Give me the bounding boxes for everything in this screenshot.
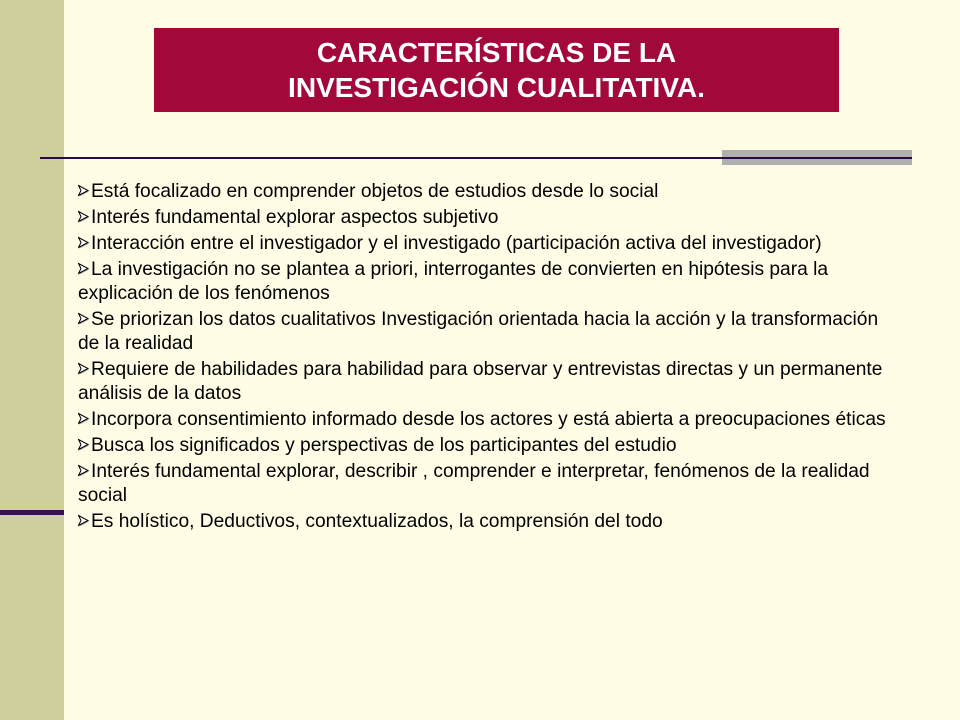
arrow-bullet-icon	[78, 236, 90, 250]
bullet-text: Es holístico, Deductivos, contextualizados, la comprensión del todo	[91, 511, 663, 532]
bullet-item	[78, 460, 898, 508]
arrow-bullet-icon	[78, 438, 90, 452]
page-title	[288, 35, 705, 105]
arrow-bullet-icon	[78, 412, 90, 426]
title-box	[154, 28, 839, 112]
bullet-item	[78, 408, 898, 432]
bullet-item	[78, 258, 898, 306]
bullet-list	[78, 180, 898, 536]
arrow-bullet-icon	[78, 464, 90, 478]
title-line-1: CARACTERÍSTICAS DE LA	[316, 37, 677, 68]
side-bar	[0, 0, 64, 720]
bullet-text: Interés fundamental explorar aspectos subjetivo	[91, 207, 499, 228]
bullet-item	[78, 180, 898, 204]
bullet-text: Se priorizan los datos cualitativos Investigación orientada hacia la acción y la transformación de la realidad	[78, 309, 879, 354]
bullet-text: Interés fundamental explorar, describir , comprender e interpretar, fenómenos de la realidad social	[78, 461, 870, 506]
divider-line-overlay	[722, 157, 912, 159]
bullet-text: Requiere de habilidades para habilidad para observar y entrevistas directas y un permanente análisis de la datos	[78, 359, 883, 404]
arrow-bullet-icon	[78, 362, 90, 376]
bullet-item	[78, 358, 898, 406]
bullet-text: Busca los significados y perspectivas de los participantes del estudio	[91, 435, 677, 456]
bullet-item	[78, 510, 898, 534]
bullet-text: Interacción entre el investigador y el investigado (participación activa del investigador)	[91, 233, 822, 254]
title-line-2: INVESTIGACIÓN CUALITATIVA.	[288, 72, 705, 103]
arrow-bullet-icon	[78, 262, 90, 276]
arrow-bullet-icon	[78, 210, 90, 224]
bullet-item	[78, 434, 898, 458]
bullet-item	[78, 308, 898, 356]
bullet-item	[78, 206, 898, 230]
side-accent-line	[0, 510, 64, 515]
arrow-bullet-icon	[78, 514, 90, 528]
arrow-bullet-icon	[78, 184, 90, 198]
arrow-bullet-icon	[78, 312, 90, 326]
bullet-item	[78, 232, 898, 256]
bullet-text: La investigación no se plantea a priori, interrogantes de convierten en hipótesis para la explicación de los fenómenos	[78, 259, 829, 304]
bullet-text: Incorpora consentimiento informado desde los actores y está abierta a preocupaciones éticas	[91, 409, 886, 430]
bullet-text: Está focalizado en comprender objetos de estudios desde lo social	[91, 181, 659, 202]
